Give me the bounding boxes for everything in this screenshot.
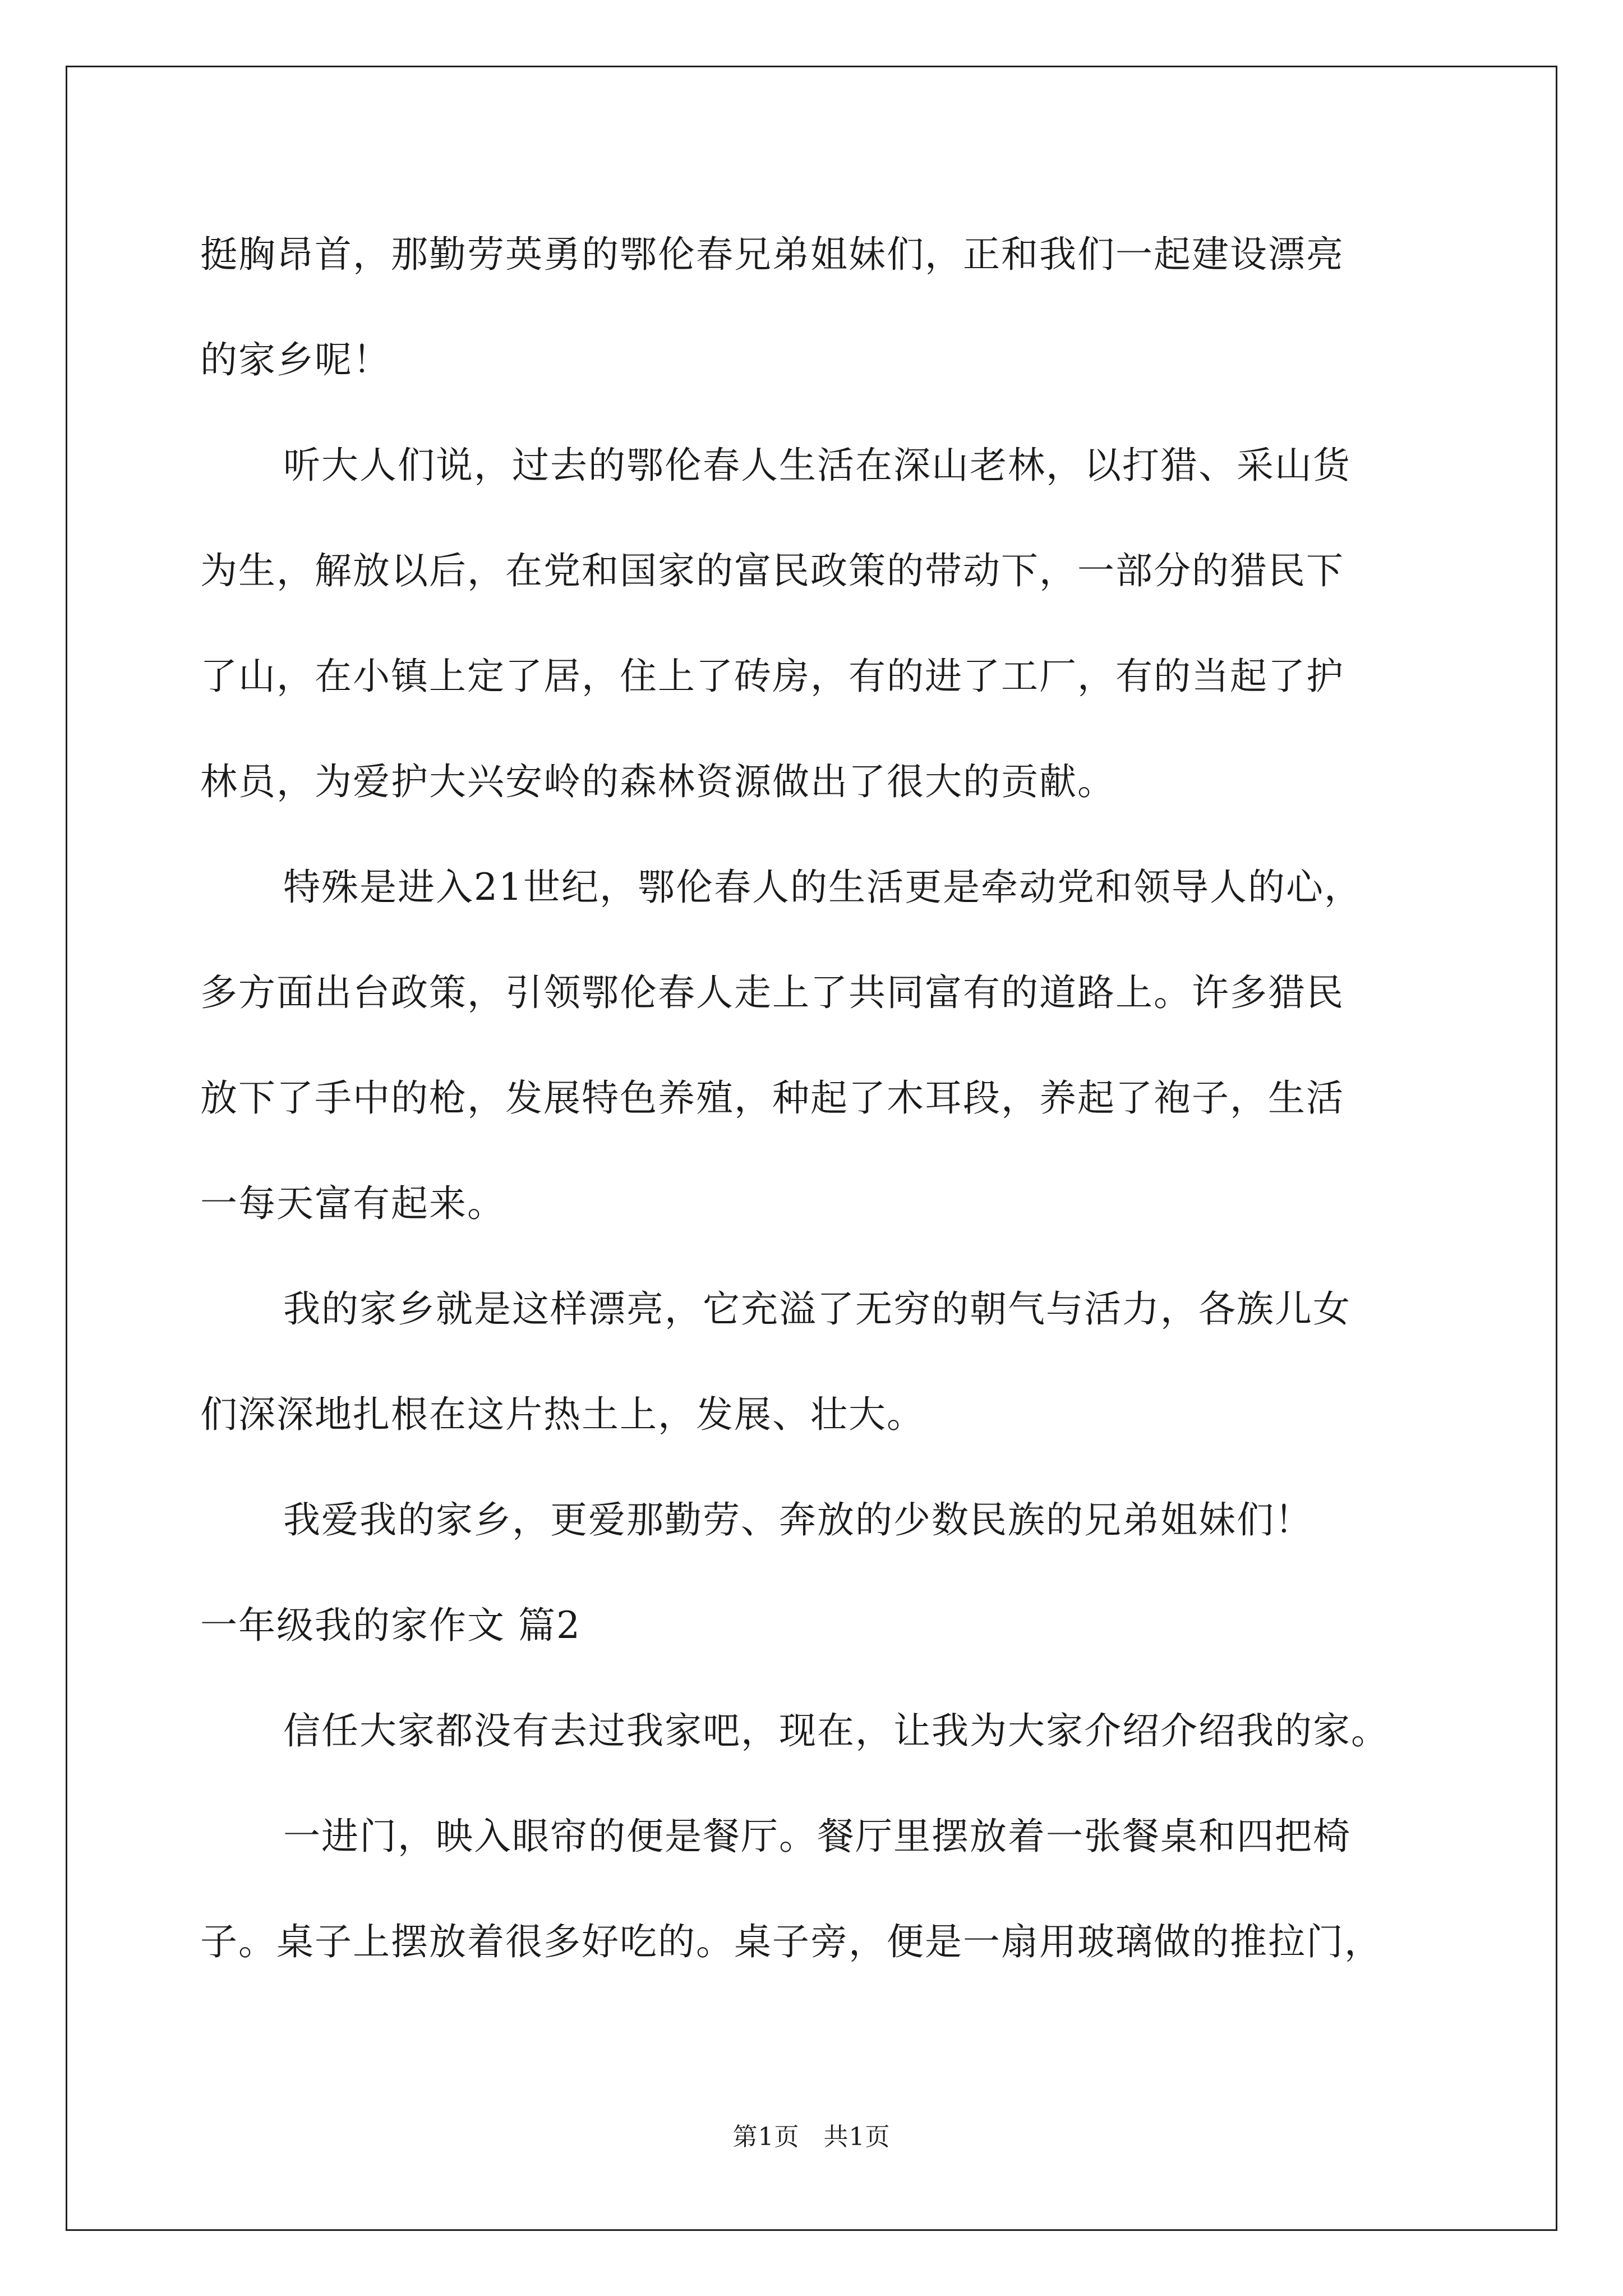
text-line: 了山，在小镇上定了居，住上了砖房，有的进了工厂，有的当起了护 bbox=[200, 655, 1344, 698]
paragraph-start-line: 特殊是进入21世纪，鄂伦春人的生活更是牵动党和领导人的心， bbox=[283, 866, 1362, 909]
text-line: 放下了手中的枪，发展特色养殖，种起了木耳段，养起了袍子，生活 bbox=[200, 1076, 1344, 1120]
text-line: 挺胸昂首，那勤劳英勇的鄂伦春兄弟姐妹们，正和我们一起建设漂亮 bbox=[200, 233, 1344, 276]
page-footer bbox=[0, 2120, 1623, 2154]
section-heading: 一年级我的家作文 篇2 bbox=[200, 1604, 581, 1647]
text-line: 林员，为爱护大兴安岭的森林资源做出了很大的贡献。 bbox=[200, 760, 1115, 803]
paragraph-start-line: 我爱我的家乡，更爱那勤劳、奔放的少数民族的兄弟姐妹们！ bbox=[283, 1498, 1313, 1542]
page-number-current: 第1页 bbox=[732, 2123, 800, 2151]
text-line: 们深深地扎根在这片热土上，发展、壮大。 bbox=[200, 1393, 925, 1436]
text-line: 的家乡呢！ bbox=[200, 338, 391, 381]
paragraph-start-line: 一进门，映入眼帘的便是餐厅。餐厅里摆放着一张餐桌和四把椅 bbox=[283, 1815, 1351, 1858]
text-line: 多方面出台政策，引领鄂伦春人走上了共同富有的道路上。许多猎民 bbox=[200, 971, 1344, 1014]
text-line: 子。桌子上摆放着很多好吃的。桌子旁，便是一扇用玻璃做的推拉门， bbox=[200, 1920, 1382, 1963]
paragraph-start-line: 信任大家都没有去过我家吧，现在，让我为大家介绍介绍我的家。 bbox=[283, 1709, 1389, 1752]
text-line: 一每天富有起来。 bbox=[200, 1182, 505, 1225]
page-number-total: 共1页 bbox=[823, 2123, 891, 2151]
document-body bbox=[200, 222, 1434, 2014]
text-line: 为生，解放以后，在党和国家的富民政策的带动下，一部分的猎民下 bbox=[200, 549, 1344, 592]
paragraph-start-line: 听大人们说，过去的鄂伦春人生活在深山老林，以打猎、采山货 bbox=[283, 444, 1351, 487]
paragraph-start-line: 我的家乡就是这样漂亮，它充溢了无穷的朝气与活力，各族儿女 bbox=[283, 1287, 1351, 1331]
